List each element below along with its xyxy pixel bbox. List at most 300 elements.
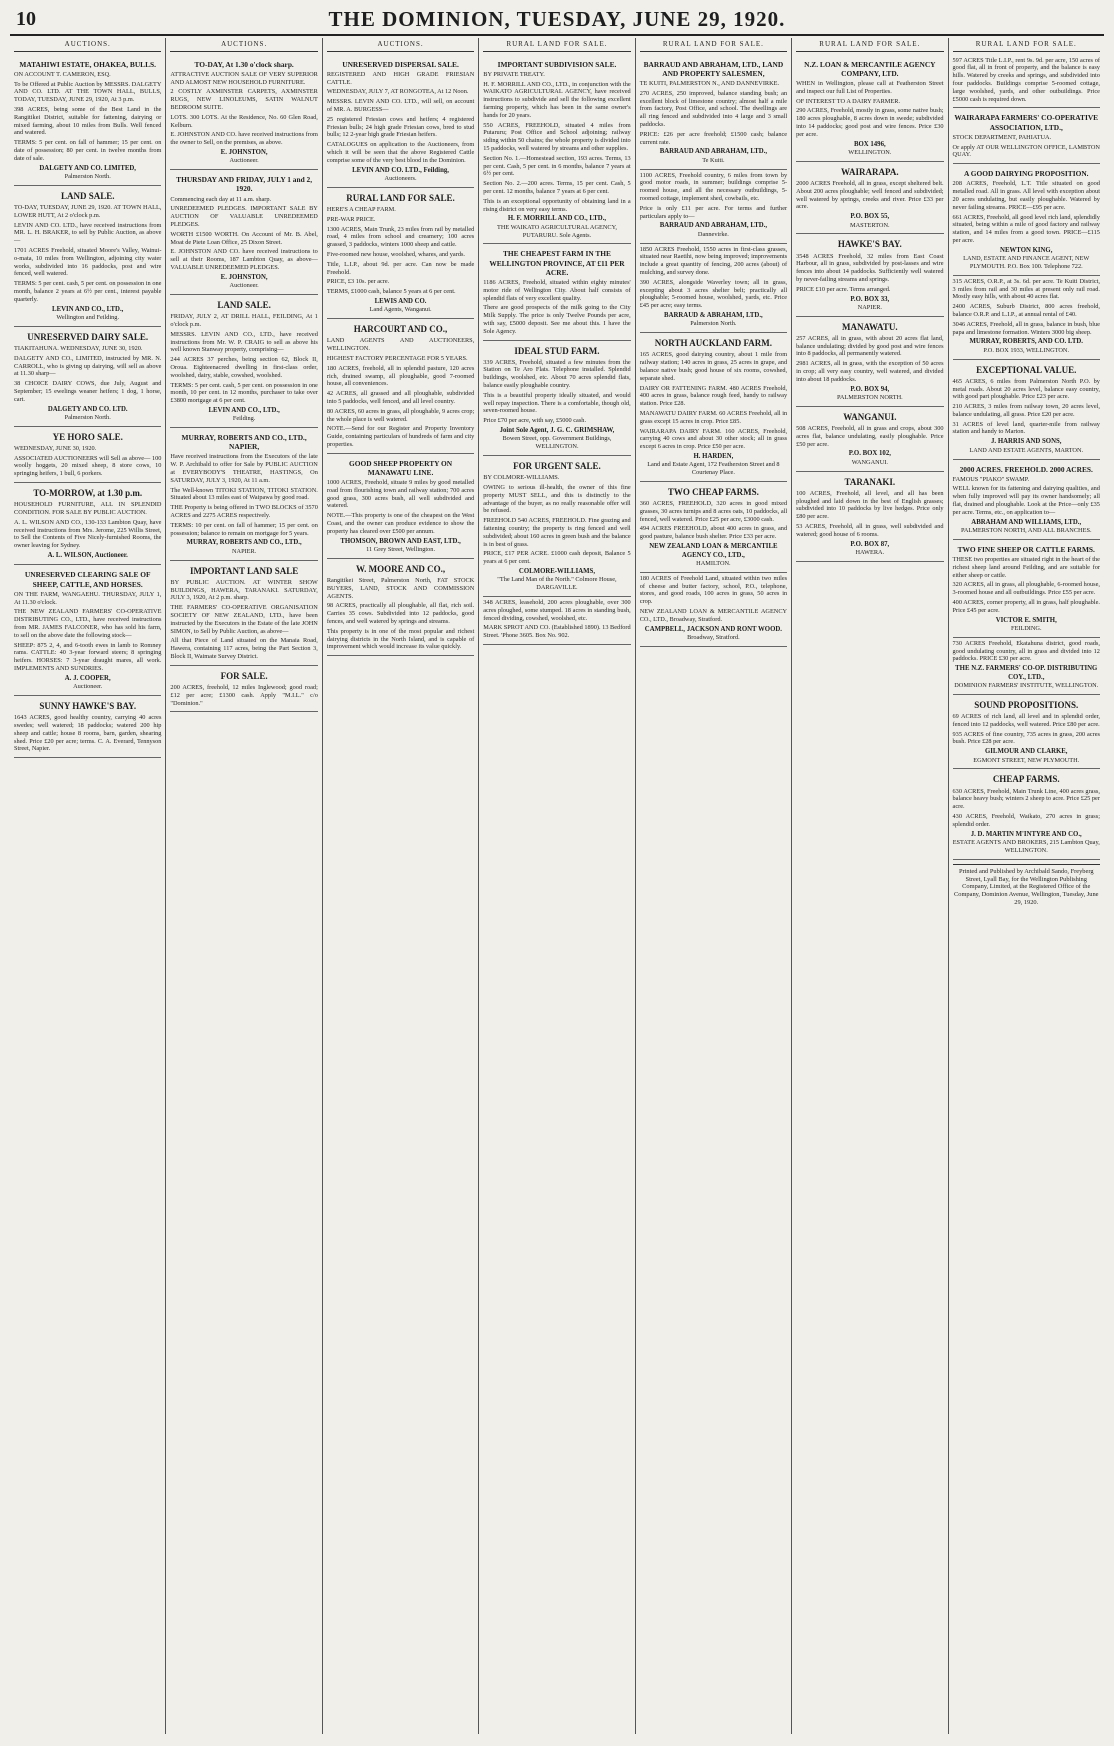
advertisement xyxy=(14,55,161,186)
ad-paragraph: ASSOCIATED AUCTIONEERS will Sell as above— 100 woolly hoggets, 20 mixed sheep, 8 store cows, 10 springing heifers, 1 bull, 6 porkers. xyxy=(14,454,162,478)
ad-signature xyxy=(640,222,787,238)
ad-paragraph: PRICE: £26 per acre freehold; £1500 cash; balance current rate. xyxy=(639,130,788,146)
ad-paragraph: THE Property is being offered in TWO BLOCKS of 3570 ACRES and 2275 ACRES respectively. xyxy=(170,504,318,520)
ad-signature-address: 11 Grey Street, Wellington. xyxy=(366,546,436,554)
ad-paragraph: 398 ACRES, being some of the Best Land in the Rangitikei District, suitable for fattening, dairying or mixed farming, about 10 miles from Bulls. Well fenced and watered. xyxy=(14,106,162,137)
column-heading: AUCTIONS. xyxy=(14,38,161,52)
ad-paragraph: BY PRIVATE TREATY. xyxy=(483,70,545,78)
ad-paragraph: WAIRARAPA DAIRY FARM. 160 ACRES, Freehold, carrying 40 cows and about 30 other stock; all in grass except 6 acres in crop. Price £50 per acre. xyxy=(639,427,788,451)
ad-headline: TWO FINE SHEEP OR CATTLE FARMS. xyxy=(957,544,1095,554)
newspaper-page xyxy=(10,4,1104,1736)
ad-paragraph: 200 ACRES, freehold, 12 miles Inglewood; good road; £12 per acre; £1300 cash. Apply "M.I.L." c/o "Dominion." xyxy=(170,683,318,707)
ad-paragraph: 339 ACRES, Freehold, situated a few minutes from the Station on Te Aro Flats. Telephone installed. Splendid buildings, woolshed, etc. About 70 acres splendid flats, balance easily ploughable country. xyxy=(483,358,631,390)
ad-paragraph: NEW ZEALAND LOAN & MERCANTILE AGENCY CO., LTD., Broadway, Stratford. xyxy=(639,607,788,623)
ad-paragraph: 3548 ACRES Freehold, 32 miles from East Coast Harbour, all in grass, subdivided by post-lasses and wire fences into about 14 paddocks. Sufficiently well watered by never-failing streams and springs. xyxy=(796,252,944,283)
ad-signature-address: FEILDING. xyxy=(1010,625,1042,633)
ad-paragraph: MESSRS. LEVIN AND CO., LTD., have received instructions from Mr. W. P. CRAIG to sell as above his well known Stanway property, comprising— xyxy=(170,330,318,354)
ad-paragraph: PRICE, £17 PER ACRE. £1000 cash deposit, Balance 5 years at 6 per cent. xyxy=(483,550,631,566)
ad-signature xyxy=(953,247,1100,271)
ad-paragraph: MARK SPROT AND CO. (Established 1890). 13 Bedford Street. 'Phone 3605. Box No. 902. xyxy=(483,624,631,640)
ad-headline: IDEAL STUD FARM. xyxy=(514,345,600,356)
newspaper-title: THE DOMINION, TUESDAY, JUNE 29, 1920. xyxy=(328,7,786,31)
ad-signature-name: E. JOHNSTON, xyxy=(220,273,268,281)
ad-signature-address: EGMONT STREET, NEW PLYMOUTH. xyxy=(973,756,1080,764)
column-heading: RURAL LAND FOR SALE. xyxy=(796,38,943,52)
ad-signature xyxy=(170,149,317,165)
ad-paragraph: 69 ACRES of rich land, all level and in splendid order, fenced into 12 paddocks, well watered. Price £80 per acre. xyxy=(952,713,1100,728)
advertisement xyxy=(953,695,1100,770)
ad-headline: UNRESERVED DAIRY SALE. xyxy=(27,331,149,342)
ad-paragraph: Rangitikei Street, Palmerston North, FAT STOCK BUYERS, LAND, STOCK AND COMMISSION AGENTS. xyxy=(326,576,475,600)
ad-paragraph: Section No. 1.—Homestead section, 193 acres. Terms, 13 per cent. Cash, 5 per cent. in 6 months, balance 7 years at 6½ per cent. xyxy=(483,154,631,178)
advertisement xyxy=(170,666,317,713)
masthead xyxy=(10,4,1104,36)
ad-signature-address: HAWERA. xyxy=(855,549,885,557)
ad-paragraph: TO-DAY, TUESDAY, JUNE 29, 1920. AT TOWN HALL, LOWER HUTT, At 2 o'clock p.m. xyxy=(14,203,162,219)
ad-paragraph: There are good prospects of the milk going to the City Milk Supply. The price is only Twelve Pounds per acre, with say, £5000 deposit. See me about this. I have the Sole Agency. xyxy=(483,304,631,335)
ad-signature-name: DALGETY AND CO. LTD. xyxy=(47,405,128,413)
ad-paragraph: All that Piece of Land situated on the Manaia Road, Hawera, containing 117 acres, being the Part Section 3, Block II, Waimate Survey District. xyxy=(170,637,318,660)
ad-signature xyxy=(796,213,943,229)
ad-paragraph: 270 ACRES, 250 improved, balance standing bush; an excellent block of limestone country; almost half a mile from factory, Post Office, and school. The dwellings are all ring fenced and subdivided into 4 large and 3 small paddocks. xyxy=(639,89,788,128)
advertisement xyxy=(796,407,943,472)
ad-signature-address: Land and Estate Agent, 172 Featherston Street and 8 Courtenay Place. xyxy=(647,461,780,477)
ad-paragraph: H. F. MORRILL AND CO., LTD., in conjunction with the WAIKATO AGRICULTURAL AGENCY, have received instructions to subdivide and sell the following excellent farming property, which has been in the same owner's hands for 20 years. xyxy=(483,80,631,119)
ad-headline: EXCEPTIONAL VALUE. xyxy=(976,364,1077,375)
ad-paragraph: FAMOUS "PIAKO" SWAMP. xyxy=(952,475,1030,483)
ad-paragraph: 630 ACRES, Freehold, Main Trunk Line, 400 acres grass, balance heavy bush; winters 2 sheep to acre. Price £25 per acre. xyxy=(952,787,1100,811)
advertisement xyxy=(483,55,630,245)
ad-paragraph: 348 ACRES, leasehold, 200 acres ploughable, over 300 acres ploughed, some stumped. 18 acres in standing bush, fenced dividing, cowshed, woolshed, etc. xyxy=(483,598,631,622)
ad-paragraph: E. JOHNSTON AND CO. have received instructions to sell at their Rooms, 187 Lambton Quay, as above— VALUABLE UNREDEEMED PLEDGES. xyxy=(170,248,318,271)
advertisement xyxy=(953,360,1100,460)
ad-signature-address: P.O. BOX 1933, WELLINGTON. xyxy=(983,346,1070,354)
ad-signature xyxy=(483,427,630,451)
advertisement xyxy=(483,597,630,645)
ad-signature-address: Broadway, Stratford. xyxy=(687,633,740,641)
ad-paragraph: PRICE, £3 10s. per acre. xyxy=(326,278,390,286)
ad-paragraph: 1701 ACRES Freehold, situated Moore's Valley, Wainui-o-mata, 10 miles from Wellington, adjoining city water works, subdivided into 16 paddocks, post and wire fenced, well watered. xyxy=(14,246,162,278)
ad-signature xyxy=(14,552,161,560)
ad-headline: TWO CHEAP FARMS. xyxy=(667,486,759,497)
ad-paragraph: TE KUITI, PALMERSTON N., AND DANNEVIRKE. xyxy=(639,80,780,88)
ad-headline: IMPORTANT LAND SALE xyxy=(189,565,299,576)
advertisement xyxy=(953,276,1100,360)
ad-headline: W. MOORE AND CO., xyxy=(355,563,446,574)
ad-signature-address: Auctioneer. xyxy=(229,157,259,165)
ad-headline: GOOD SHEEP PROPERTY ON MANAWATU LINE. xyxy=(348,458,453,477)
ad-paragraph: Price is only £11 per acre. For terms and further particulars apply to— xyxy=(639,204,788,220)
ad-signature-address: "The Land Man of the North." Colmore House, DARGAVILLE. xyxy=(497,576,617,592)
advertisement xyxy=(953,769,1100,859)
ad-paragraph: 465 ACRES, 6 miles from Palmerston North P.O. by metal roads. About 20 acres level, balance easy country, with good part ploughable. Price £23 per acre. xyxy=(952,377,1100,401)
ad-paragraph: 390 ACRES, alongside Waverley town; all in grass, excepting about 3 acres shelter belt; practically all ploughable; 5-roomed house, woolshed, yards, etc. Price £45 per acre; easy terms. xyxy=(639,278,788,310)
ad-signature-address: Auctioneer. xyxy=(229,282,259,290)
ad-paragraph: 315 ACRES, O.R.P., at 3s. 6d. per acre. Te Kuiti District, 3 miles from rail and 30 miles at present only rail road. Mostly easy hills, with about 40 acres flat. xyxy=(952,277,1100,301)
ad-signature xyxy=(640,626,787,642)
ad-paragraph: MANAWATU DAIRY FARM. 60 ACRES Freehold, all in grass except 15 acres in crop. Price £85. xyxy=(639,409,788,425)
ad-paragraph: LOTS. 300 LOTS. At the Residence, No. 60 Glen Road, Kelburn. xyxy=(170,113,318,129)
ad-paragraph: 661 ACRES, Freehold, all good level rich land, splendidly situated, being within a mile of good factory and railway station, and 14 miles from a good town. PRICE—£115 per acre. xyxy=(952,213,1100,244)
ad-headline: A GOOD DAIRYING PROPOSITION. xyxy=(963,169,1089,179)
ad-paragraph: FRIDAY, JULY 2, AT DRILL HALL, FEILDING, At 1 o'clock p.m. xyxy=(170,313,318,328)
ad-headline: 2000 ACRES. FREEHOLD. 2000 ACRES. xyxy=(959,464,1093,474)
advertisement xyxy=(170,295,317,428)
ad-paragraph: 31 ACRES of level land, quarter-mile from railway station and handy to Marton. xyxy=(952,420,1100,436)
ad-signature-name: BARRAUD AND ABRAHAM, LTD., xyxy=(659,222,768,230)
ad-headline: TO-DAY, At 1.30 o'clock sharp. xyxy=(194,59,294,69)
ad-headline: LAND SALE. xyxy=(60,190,115,201)
ad-paragraph: 38 CHOICE DAIRY COWS, due July, August and September; 15 ewelings weaner heifers; 1 dog, 1 horse, cart. xyxy=(14,380,162,403)
ad-signature-name: GILMOUR AND CLARKE, xyxy=(984,748,1068,756)
ad-headline: SOUND PROPOSITIONS. xyxy=(974,699,1079,710)
ad-signature xyxy=(640,453,787,477)
ad-signature-address: Palmerston North. xyxy=(64,173,111,181)
ad-paragraph: THESE two properties are situated right in the heart of the richest sheep land around Feilding, and are suitable for either sheep or cattle. xyxy=(952,556,1100,579)
ad-paragraph: 1643 ACRES, good healthy country, carrying 40 acres swedes; well watered; 18 paddocks; watered 200 hip sheep and cattle; house 8 rooms, barn, garden, shearing shed. Price £20 per acre; terms. C. A. Everard, Tennyson Street, Napier. xyxy=(14,714,162,753)
ad-signature xyxy=(14,675,161,691)
ad-signature-name: J. D. MARTIN M'INTYRE AND CO., xyxy=(970,830,1082,838)
advertisement xyxy=(953,638,1100,695)
ad-signature-name: CAMPBELL, JACKSON AND RONT WOOD. xyxy=(644,625,782,633)
ad-headline: UNRESERVED CLEARING SALE OF SHEEP, CATTLE, AND HORSES. xyxy=(24,570,151,589)
ad-paragraph: HIGHEST FACTORY PERCENTAGE FOR 5 YEARS. xyxy=(326,354,468,362)
ad-headline: WANGANUI. xyxy=(843,411,897,422)
ad-signature xyxy=(796,141,943,157)
ad-signature-address: PALMERSTON NORTH, AND ALL BRANCHES. xyxy=(960,527,1092,535)
ad-signature-name: VICTOR E. SMITH, xyxy=(995,616,1057,624)
ad-signature-address: THE WAIKATO AGRICULTURAL AGENCY, PUTARURU. Sole Agents. xyxy=(497,223,617,239)
ad-paragraph: HOUSEHOLD FURNITURE, ALL IN SPLENDID CONDITION. FOR SALE BY PUBLIC AUCTION. xyxy=(14,501,162,517)
ad-paragraph: DAIRY OR FATTENING FARM. 480 ACRES Freehold, 400 acres in grass, balance rough feed, handy to railway station. Price £28. xyxy=(639,384,788,408)
ad-paragraph: LAND AGENTS AND AUCTIONEERS, WELLINGTON. xyxy=(326,337,475,353)
advertisement xyxy=(796,162,943,235)
ad-signature xyxy=(953,617,1100,633)
ad-paragraph: 210 ACRES, 3 miles from railway town, 20 acres level, balance undulating, all grass. Price £20 per acre. xyxy=(952,403,1100,418)
ad-paragraph: ATTRACTIVE AUCTION SALE OF VERY SUPERIOR AND ALMOST NEW HOUSEHOLD FURNITURE. xyxy=(170,70,318,86)
ad-signature-name: DALGETY AND CO. LIMITED, xyxy=(39,164,137,172)
ad-paragraph: BY COLMORE-WILLIAMS. xyxy=(483,474,560,482)
ad-headline: MANAWATU. xyxy=(842,321,898,332)
ad-paragraph: 180 ACRES, freehold, all in splendid pasture, 120 acres rich, drained swamp, all ploughable, good 7-roomed house, all conveniences. xyxy=(326,364,475,388)
ad-headline: RURAL LAND FOR SALE. xyxy=(346,192,455,203)
ad-paragraph: 2981 ACRES, all in grass, with the exception of 50 acres in crop; all very easy country, well watered, and divided into about 18 paddocks. xyxy=(796,360,944,383)
ad-signature-address: Bowen Street, opp. Government Buildings, WELLINGTON. xyxy=(502,435,612,451)
ad-paragraph: LEVIN AND CO. LTD., have received instructions from MR. L. H. BRAKER, to sell by Public Auction, as above— xyxy=(14,221,162,245)
ad-paragraph: 430 ACRES, Freehold, Waikato, 270 acres in grass; splendid order. xyxy=(952,812,1100,828)
ad-paragraph: UNREDEEMED PLEDGES. IMPORTANT SALE BY AUCTION OF VALUABLE UNREDEEMED PLEDGES. xyxy=(170,205,318,228)
ad-paragraph: NOTE.—This property is one of the cheapest on the West Coast, and the owner can produce evidence to show the property has cleared over £500 per annum. xyxy=(326,512,475,535)
ad-signature-address: Palmerston North. xyxy=(690,320,737,328)
ad-headline: UNRESERVED DISPERSAL SALE. xyxy=(342,59,459,69)
advertisement xyxy=(640,482,787,573)
ad-signature-address: Wellington and Feilding. xyxy=(56,313,120,321)
ad-signature xyxy=(327,167,474,183)
ad-signature-address: Te Kuiti. xyxy=(702,156,725,164)
advertisement xyxy=(14,565,161,696)
ad-paragraph: 360 ACRES, FREEHOLD, 320 acres in good mixed grasses, 30 acres turnips and 8 acres oats, 10 paddocks, all fenced, well watered. Price £25 per acre, £3000 cash. xyxy=(639,500,788,523)
advertisement xyxy=(953,108,1100,164)
ad-headline: WAIRARAPA. xyxy=(841,166,899,177)
ad-paragraph: This property is in one of the most popular and richest dairying districts in the North Island, and is capable of improvement which would increase its value quickly. xyxy=(326,627,475,651)
ad-signature xyxy=(170,539,317,555)
ad-signature-address: ESTATE AGENTS AND BROKERS, 215 Lambton Quay, WELLINGTON. xyxy=(952,839,1100,854)
ad-paragraph: TERMS: 5 per cent. on fall of hammer; 15 per cent. on date of possession; 80 per cent. in twelve months from date of sale. xyxy=(14,139,162,162)
ad-paragraph: Title, L.I.P., about 9d. per acre. Can now be made Freehold. xyxy=(326,260,475,276)
ad-paragraph: 550 ACRES, FREEHOLD, situated 4 miles from Putaruru; Post Office and School adjoining; railway siding within 50 chains; the whole property is divided into 15 paddocks, well watered by streams and other supplies. xyxy=(483,121,631,153)
advertisement xyxy=(483,341,630,457)
ad-paragraph: 935 ACRES of fine country, 735 acres in grass, 200 acres bush. Price £28 per acre. xyxy=(952,730,1100,746)
ad-paragraph: Section No. 2.—200 acres. Terms, 15 per cent. Cash, 5 per cent. 12 months, balance 7 years at 6 per cent. xyxy=(483,180,631,195)
ad-headline: THE CHEAPEST FARM IN THE WELLINGTON PROVINCE, AT £11 PER ACRE. xyxy=(489,249,625,277)
ad-paragraph: OWING to serious ill-health, the owner of this fine property MUST SELL, and this is distinctly to the advantage of the buyer, as no really reasonable offer will be refused. xyxy=(483,484,631,515)
ad-signature xyxy=(796,296,943,312)
ad-signature xyxy=(953,338,1100,354)
ad-paragraph: ON THE FARM, WANGAEHU. THURSDAY, JULY 1, At 11.30 o'clock. xyxy=(14,590,162,606)
ad-signature xyxy=(953,665,1100,690)
ad-signature xyxy=(796,386,943,402)
ad-headline: MATAHIWI ESTATE, OHAKEA, BULLS. xyxy=(19,59,157,69)
ad-signature xyxy=(953,519,1100,535)
ad-signature-name: MURRAY, ROBERTS, AND CO. LTD. xyxy=(969,338,1083,346)
column-1 xyxy=(10,38,165,1734)
ad-paragraph: This is a beautiful property ideally situated, and would well repay inspection. There is a comfortable, though old, seven-roomed house. xyxy=(483,391,631,415)
ad-paragraph: 400 ACRES, corner property, all in grass, half ploughable. Price £45 per acre. xyxy=(952,599,1100,614)
ad-paragraph: PRICE £10 per acre. Terms arranged. xyxy=(796,285,891,293)
ad-paragraph: 98 ACRES, practically all ploughable, all flat, rich soil. Carries 35 cows. Subdivided into 12 paddocks, good fences, and well watered by springs and streams. xyxy=(326,602,475,625)
advertisement xyxy=(170,428,317,561)
ad-signature-name: P.O. BOX 87, xyxy=(850,540,890,548)
ad-headline: LAND SALE. xyxy=(217,299,271,310)
ad-signature xyxy=(170,407,317,423)
column-7 xyxy=(948,38,1104,1734)
ad-paragraph: 2400 ACRES, Suburb District, 800 acres freehold, balance O.R.P. and L.I.P., at annual rental of £40. xyxy=(952,303,1100,318)
ad-signature-address: Dannevirke. xyxy=(697,230,729,238)
ad-signature xyxy=(327,538,474,554)
page-number: 10 xyxy=(16,8,36,30)
ad-signature-name: LEVIN AND CO., LTD., xyxy=(52,305,124,313)
advertisement xyxy=(640,170,787,244)
ad-signature-address: Auctioneer. xyxy=(73,683,103,691)
column-heading: AUCTIONS. xyxy=(327,38,474,52)
ad-paragraph: A. L. WILSON AND CO., 130-133 Lambton Quay, have received instructions from Mrs. Jerome, 225 Willis Street, to Sell the Contents of Five Nicely-furnished Rooms, the owner leaving for Sydney. xyxy=(14,518,162,550)
advertisement xyxy=(14,696,161,758)
ad-signature-address: Land Agents, Wanganui. xyxy=(369,306,432,314)
advertisement xyxy=(796,317,943,407)
ad-paragraph: Five-roomed new house, woolshed, whares, and yards. xyxy=(326,250,465,258)
ad-signature xyxy=(640,312,787,328)
ad-signature-name: LEWIS AND CO. xyxy=(374,297,427,305)
ad-headline: MURRAY, ROBERTS AND CO., LTD., NAPIER, xyxy=(181,433,307,452)
ad-paragraph: REGISTERED AND HIGH GRADE FRIESIAN CATTLE. xyxy=(326,70,475,86)
ad-signature xyxy=(640,543,787,568)
ad-paragraph: 244 ACRES 37 perches, being section 62, Block II, Oroua. Eighteenacred dwelling in first-class order, woolshed, dairy, stable, cowshed, woolshed. xyxy=(170,356,318,379)
ad-headline: FOR SALE. xyxy=(220,670,268,681)
ad-paragraph: Price £70 per acre, with say, £5000 cash. xyxy=(483,417,587,425)
advertisement xyxy=(483,244,630,340)
ad-headline: IMPORTANT SUBDIVISION SALE. xyxy=(497,59,617,69)
ad-paragraph: 1000 ACRES, Freehold, situate 9 miles by good metalled road from flourishing town and railway station; 700 acres good grass, 300 acres bush, all well subdivided and watered. xyxy=(326,479,475,510)
advertisement xyxy=(640,55,787,170)
advertisement xyxy=(483,456,630,597)
advertisement xyxy=(14,483,161,565)
ad-paragraph: This is an exceptional opportunity of obtaining land in a rising district on very easy terms. xyxy=(483,197,631,213)
ad-signature-name: LEVIN AND CO. LTD., Feilding, xyxy=(352,166,449,174)
ad-paragraph: ON ACCOUNT T. CAMERON, ESQ. xyxy=(14,70,111,78)
advertisement xyxy=(796,234,943,316)
ad-signature-address: PALMERSTON NORTH. xyxy=(836,394,903,402)
ad-signature xyxy=(953,748,1100,764)
ad-paragraph: WELL known for its fattening and dairying qualities, and when fully improved will pay its owner handsomely; all flat, drained and ploughable. Look at the Price—only £35 per acre. Terms, etc., on application to— xyxy=(952,485,1100,516)
ad-signature-address: Palmerston North. xyxy=(64,413,111,421)
ad-signature-name: THOMSON, BROWN AND EAST, LTD., xyxy=(340,537,461,545)
ad-paragraph: TERMS: 10 per cent. on fall of hammer; 15 per cent. on possession; balance to remain on mortgage for 5 years. xyxy=(170,521,318,537)
ad-paragraph: E. JOHNSTON AND CO. have received instructions from the owner to Sell, on the premises, as above. xyxy=(170,131,318,147)
column-5 xyxy=(635,38,791,1734)
advertisement xyxy=(327,559,474,656)
ad-paragraph: THE NEW ZEALAND FARMERS' CO-OPERATIVE DISTRIBUTING CO., LTD., have received instructions from MR. JAMES FALCONER, who has sold his farm, to sell on the above date the following stock— xyxy=(14,608,162,639)
ad-signature-address: MASTERTON. xyxy=(850,221,890,229)
advertisement xyxy=(327,55,474,188)
ad-headline: HAWKE'S BAY. xyxy=(837,239,902,250)
ad-paragraph: 1100 ACRES, Freehold country, 6 miles from town by good motor roads, in summer; buildings comprise 5-roomed house, and all the necessary outbuildings, 5-roomed cottage, implement shed, cowbails, etc. xyxy=(639,171,788,202)
ad-paragraph: 42 ACRES, all grassed and all ploughable, subdivided into 5 paddocks, well fenced, and all level country. xyxy=(326,390,475,405)
column-heading: AUCTIONS. xyxy=(170,38,317,52)
ad-signature-name: A. J. COOPER, xyxy=(64,674,111,682)
ad-signature-name: H. F. MORRILL AND CO., LTD., xyxy=(507,215,607,223)
ad-paragraph: 320 ACRES, all in grass, all ploughable, 6-roomed house, 3-roomed house and all outbuildings. Price £55 per acre. xyxy=(952,581,1100,597)
ad-signature-name: NEW ZEALAND LOAN & MERCANTILE AGENCY CO., LTD., xyxy=(649,543,778,559)
advertisement xyxy=(953,540,1100,638)
ad-paragraph: NOTE.—Send for our Register and Property Inventory Guide, containing particulars of hundreds of farm and city properties. xyxy=(326,425,475,448)
ad-headline: FOR URGENT SALE. xyxy=(513,461,601,472)
ad-headline: WAIRARAPA FARMERS' CO-OPERATIVE ASSOCIATION, LTD., xyxy=(954,113,1099,132)
ad-signature-name: J. HARRIS AND SONS, xyxy=(991,438,1062,446)
ad-signature xyxy=(796,450,943,466)
column-heading: RURAL LAND FOR SALE. xyxy=(483,38,630,52)
advertisement xyxy=(640,244,787,334)
ad-signature-address: LAND, ESTATE AND FINANCE AGENT, NEW PLYMOUTH. P.O. Box 100. Telephone 722. xyxy=(963,255,1090,270)
ad-paragraph: THE FARMERS' CO-OPERATIVE ORGANISATION SOCIETY OF NEW ZEALAND, LTD., have been instructed by the Executors in the Estate of the late JOHN SIMON, to Sell by Public Auction, as above— xyxy=(170,604,318,635)
column-6 xyxy=(791,38,947,1734)
ad-paragraph: 180 ACRES of Freehold Land, situated within two miles of cheese and butter factory, school, P.O., telephone, stores, and good roads, 100 acres in grass, 50 acres in crop. xyxy=(639,574,788,606)
ad-signature xyxy=(640,148,787,164)
ad-signature xyxy=(483,568,630,592)
ad-headline: NORTH AUCKLAND FARM. xyxy=(654,338,773,349)
ad-paragraph: 730 ACRES Freehold, Ekatahuna district, good roads, good undulating country, all in grass and divided into 12 paddocks. PRICE £30 per acre. xyxy=(952,639,1100,663)
advertisement xyxy=(170,561,317,666)
column-heading: RURAL LAND FOR SALE. xyxy=(953,38,1100,52)
ad-paragraph: WEDNESDAY, JULY 7, AT RONGOTEA, At 12 Noon. xyxy=(326,88,469,96)
ad-headline: HARCOURT AND CO., xyxy=(353,324,448,335)
ad-signature-address: Feilding. xyxy=(232,415,256,423)
imprint-footer: Printed and Published by Archibald Sando, Freyberg Street, Lyall Bay, for the Wellington Publishing Company, Limited, at the Registered Office of the Company, Dominion Avenue, Wellington, Tuesday, June 29, 1920. xyxy=(953,864,1100,908)
ad-signature-name: P.O. BOX 33, xyxy=(850,295,890,303)
advertisement xyxy=(14,186,161,327)
ad-paragraph: 2000 ACRES Freehold, all in grass, except sheltered belt. About 200 acres ploughable; well fenced and subdivided; well watered by springs, creeks and river. Price £33 per acre. xyxy=(796,179,944,211)
advertisement xyxy=(796,472,943,562)
ad-paragraph: 80 ACRES, 60 acres in grass, all ploughable, 9 acres crop; the whole place is well watered. xyxy=(326,407,475,423)
ad-paragraph: CATALOGUES on application to the Auctioneers, from which it will be seen that the above Registered Cattle comprise some of the very best blood in the Dominion. xyxy=(326,141,475,164)
ad-paragraph: 208 ACRES, Freehold, L.T. Title situated on good metalled road. All in grass. All level with exception about 20 acres undulating, but easily ploughable. Watered by never failing streams. PRICE—£95 per acre. xyxy=(952,180,1100,211)
ad-signature xyxy=(14,165,161,181)
ad-signature xyxy=(953,438,1100,454)
ad-signature-name: NEWTON KING, xyxy=(1000,246,1053,254)
columns-container xyxy=(10,38,1104,1734)
ad-paragraph: PRE-WAR PRICE. xyxy=(326,215,376,223)
ad-signature-address: NAPIER. xyxy=(231,547,257,555)
ad-signature-address: HAMILTON. xyxy=(696,559,731,567)
ad-paragraph: 508 ACRES, Freehold, all in grass and crops, about 300 acres flat, balance undulating, easily ploughable. Price £50 per acre. xyxy=(796,425,944,448)
ad-paragraph: HERE'S A CHEAP FARM. xyxy=(326,205,396,213)
ad-paragraph: Commencing each day at 11 a.m. sharp. xyxy=(170,195,272,203)
ad-signature-name: MURRAY, ROBERTS AND CO., LTD., xyxy=(186,539,302,547)
advertisement xyxy=(640,573,787,647)
ad-paragraph: SHEEP: 875 2, 4, and 6-tooth ewes in lamb to Romney rams. CATTLE: 40 3-year forward steers; 8 springing heifers. HORSES: 7 3-year draught mares, all work. IMPLEMENTS AND SUNDRIES. xyxy=(14,641,162,672)
ad-signature-name: A. L. WILSON, Auctioneer. xyxy=(47,552,128,559)
ad-paragraph: To be Offered at Public Auction by MESSRS. DALGETY AND CO. LTD. AT THE TOWN HALL, BULLS, TODAY, TUESDAY, JUNE 29, 1920, At 3 p.m. xyxy=(14,80,162,104)
ad-headline: YE HORO SALE. xyxy=(52,431,123,442)
ad-signature-name: LEVIN AND CO., LTD., xyxy=(208,406,280,414)
column-4 xyxy=(478,38,634,1734)
ad-signature-name: E. JOHNSTON, xyxy=(220,149,268,157)
ad-signature xyxy=(14,306,161,322)
column-3 xyxy=(322,38,478,1734)
advertisement xyxy=(14,327,161,427)
column-2 xyxy=(165,38,321,1734)
ad-headline: CHEAP FARMS. xyxy=(992,774,1060,785)
ad-paragraph: MESSRS. LEVIN AND CO. LTD., will sell, on account of MR. A. BURGESS— xyxy=(326,98,475,114)
ad-signature xyxy=(796,541,943,557)
ad-signature-name: BARRAUD AND ABRAHAM, LTD., xyxy=(659,148,768,156)
ad-signature xyxy=(483,215,630,239)
ad-signature-address: DOMINION FARMERS' INSTITUTE, WELLINGTON. xyxy=(954,682,1099,690)
advertisement xyxy=(953,460,1100,540)
ad-signature xyxy=(14,406,161,422)
ad-paragraph: Have received instructions from the Executors of the late W. P. Archibald to offer for Sale by PUBLIC AUCTION at EVERYBODY'S THEATRE, HASTINGS, On SATURDAY, JULY 3, 1920, At 11 a.m. xyxy=(170,453,318,484)
ad-signature-address: Auctioneers. xyxy=(384,175,417,183)
ad-paragraph: 494 ACRES FREEHOLD, about 400 acres in grass, and good pasture, balance bush shelter. Price £33 per acre. xyxy=(639,525,788,541)
ad-paragraph: 257 ACRES, all in grass, with about 20 acres flat land, balance undulating; divided by good post and wire fences into 8 paddocks, all permanently watered. xyxy=(796,334,944,358)
ad-paragraph: 3046 ACRES, Freehold, all in grass, balance in bush, blue papa and limestone formation. Winters 3000 big sheep. xyxy=(952,320,1100,336)
ad-paragraph: 165 ACRES, good dairying country, about 1 mile from railway station; 140 acres in grass, 25 acres in grape, and balance native bush; good house of six rooms, cowshed, separate shed. xyxy=(639,351,788,382)
ad-signature-address: WANGANUI. xyxy=(851,458,888,466)
advertisement xyxy=(953,55,1100,109)
ad-paragraph: 1186 ACRES, Freehold, situated within eighty minutes' motor ride of Wellington City. About half consists of splendid flats of very excellent quality. xyxy=(483,278,631,302)
ad-paragraph: DALGETY AND CO., LIMITED, instructed by MR. N. CARROLL, who is giving up dairying, will sell as above at 11.30 sharp— xyxy=(14,354,162,378)
ad-paragraph: TERMS, £1000 cash, balance 5 years at 6 per cent. xyxy=(326,288,456,296)
ad-paragraph: 597 ACRES Title L.I.P., rent 9s. 9d. per acre, 150 acres of good flat, all in front of property, and the balance is easy hills. Watered by creeks and springs, and subdivided into four paddocks. Buildings comprise 5-roomed cottage, large woolshed, yards, and other outbuildings. Price £5000 cash is required down. xyxy=(952,56,1100,103)
ad-signature-name: P.O. BOX 102, xyxy=(848,450,891,458)
ad-paragraph: WEDNESDAY, JUNE 30, 1920. xyxy=(14,444,97,452)
ad-paragraph: 100 ACRES, Freehold, all level, and all has been ploughed and laid down in the best of English grasses; subdivided into 10 paddocks by live hedges. Price only £80 per acre. xyxy=(796,489,944,521)
ad-signature xyxy=(953,831,1100,855)
ad-paragraph: Or apply AT OUR WELLINGTON OFFICE, LAMBTON QUAY. xyxy=(952,143,1100,159)
ad-headline: THURSDAY AND FRIDAY, JULY 1 and 2, 1920. xyxy=(176,175,313,194)
ad-paragraph: The Well-known TITOKI STATION, TITOKI STATION. Situated about 13 miles east of Waipawa by good road. xyxy=(170,486,318,502)
ad-paragraph: BY PUBLIC AUCTION. AT WINTER SHOW BUILDINGS, HAWERA, TARANAKI. SATURDAY, JULY 3, 1920, At 2 p.m. sharp. xyxy=(170,578,318,602)
ad-paragraph: OF INTEREST TO A DAIRY FARMER. xyxy=(796,97,901,105)
ad-signature-name: P.O. BOX 55, xyxy=(850,213,890,221)
ad-paragraph: WORTH £1500 WORTH. On Account of Mr. B. Abel, Moat de Piete Loan Office, 25 Dixon Street. xyxy=(170,230,318,246)
advertisement xyxy=(327,188,474,319)
ad-signature xyxy=(170,274,317,290)
ad-paragraph: 1300 ACRES, Main Trunk, 23 miles from rail by metalled road, 4 miles from school and creamery; 100 acres grassed, 3 paddocks, winters 1000 sheep and cattle. xyxy=(326,225,475,249)
ad-headline: BARRAUD AND ABRAHAM, LTD., LAND AND PROPERTY SALESMEN, xyxy=(643,59,784,78)
ad-headline: N.Z. LOAN & MERCANTILE AGENCY COMPANY, LTD. xyxy=(804,59,936,78)
ad-headline: TO-MORROW, at 1.30 p.m. xyxy=(33,488,143,499)
ad-signature-name: Joint Sole Agent, J. G. C. GRIMSHAW, xyxy=(499,427,615,435)
